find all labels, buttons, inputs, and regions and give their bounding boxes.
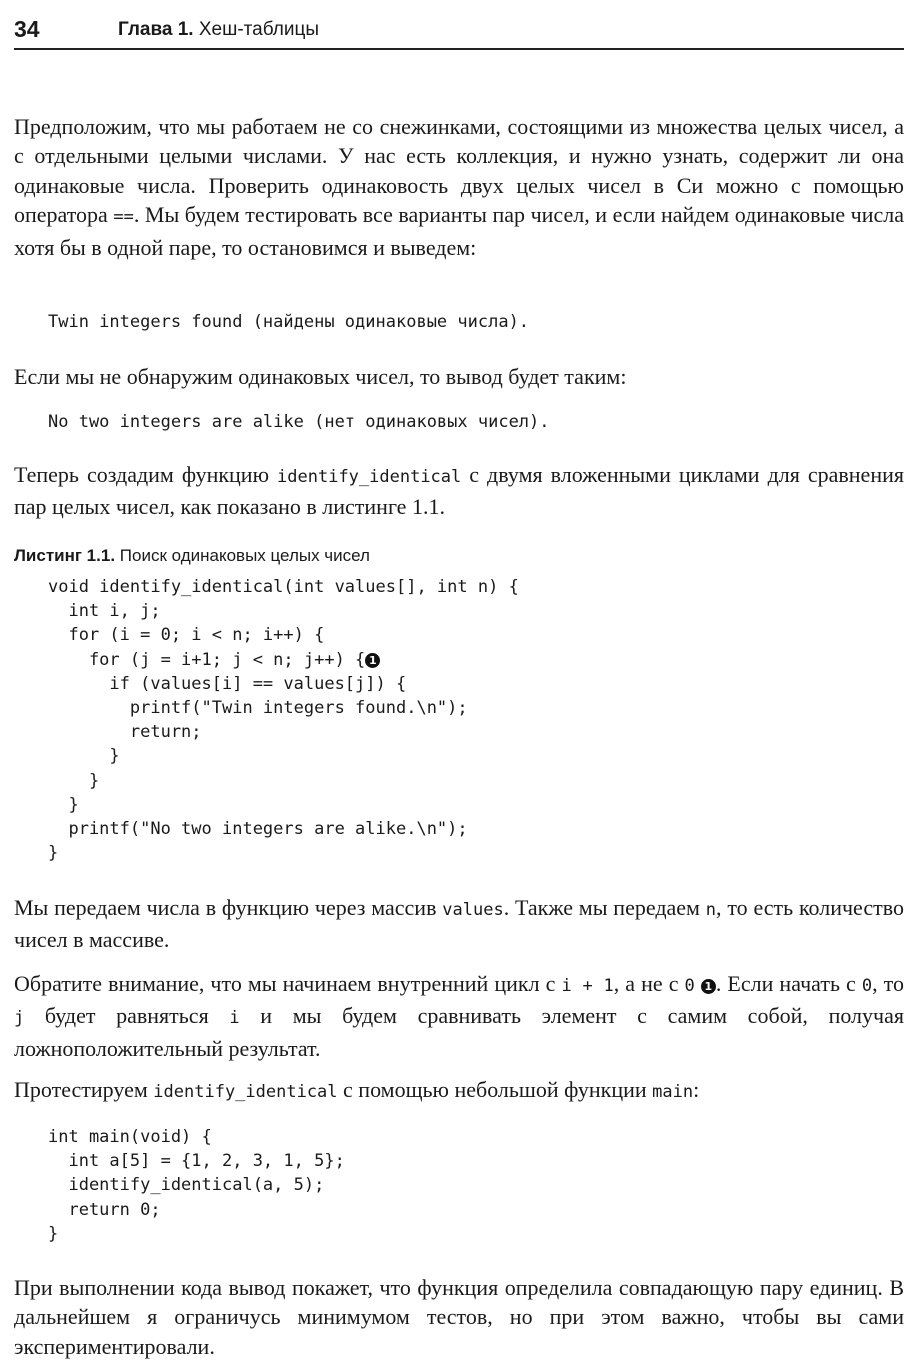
paragraph-inner-loop (14, 969, 904, 1063)
code-line: if (values[i] == values[j]) { (48, 673, 407, 694)
code-line: identify_identical(a, 5); (48, 1175, 325, 1196)
inline-code: i (229, 1008, 240, 1029)
code-line: printf("No two integers are alike.\n"); (48, 818, 468, 839)
page-header (14, 14, 904, 50)
text-span: . Также мы передаем (503, 895, 706, 920)
code-line-text: for (j = i+1; j < n; j++) { (48, 649, 366, 670)
code-line: int main(void) { (48, 1127, 212, 1147)
callout-marker: 1 (701, 979, 716, 994)
code-line: int a[5] = {1, 2, 3, 1, 5}; (48, 1151, 345, 1172)
chapter-label: Глава 1. (118, 19, 194, 40)
text-span: Протестируем (14, 1077, 154, 1102)
output-example-none: No two integers are alike (нет одинаковых чисел). (48, 412, 550, 432)
code-line-with-callout (48, 648, 519, 672)
code-line: return 0; (48, 1199, 161, 1220)
text-span: , то (872, 971, 904, 996)
chapter-title: Хеш-таблицы (198, 19, 320, 40)
code-line: } (48, 1223, 59, 1244)
paragraph-intro (14, 112, 904, 262)
code-line: return; (48, 722, 202, 743)
code-main (48, 1125, 345, 1246)
text-span: Мы передаем числа в функцию через массив (14, 895, 443, 920)
inline-code: j (14, 1008, 25, 1029)
inline-code: i + 1 (561, 976, 614, 996)
callout-marker: 1 (365, 653, 380, 668)
output-example-twin: Twin integers found (найдены одинаковые числа). (48, 312, 530, 332)
code-line: int i, j; (48, 601, 161, 622)
text-span: с помощью небольшой функции (337, 1077, 653, 1102)
text-span: : (693, 1077, 700, 1102)
page-number: 34 (14, 16, 40, 42)
code-line: printf("Twin integers found.\n"); (48, 697, 468, 718)
code-line: void identify_identical(int values[], int n) { (48, 577, 519, 597)
listing-title: Поиск одинаковых целых чисел (119, 546, 370, 565)
listing-caption (14, 544, 370, 568)
paragraph-conclusion: При выполнении кода вывод покажет, что функция определила совпадающую пару единиц. В дальнейшем я ограничусь минимумом тестов, но при этом важно, чтобы вы сами экспериментировали. (14, 1275, 904, 1359)
paragraph-create-function (14, 460, 904, 522)
text-span: и мы будем сравнивать элемент с самим собой, получая ложноположительный результат. (14, 1003, 904, 1061)
inline-code: identify_identical (153, 1082, 338, 1102)
code-line: } (48, 746, 120, 767)
inline-code-function: identify_identical (277, 467, 462, 487)
text-span: Теперь создадим функцию (14, 462, 278, 487)
code-line: } (48, 843, 59, 864)
intro-text-2: . Мы будем тестировать все варианты пар чисел, и если найдем одинаковые числа хотя бы в одной паре, то остановимся и выведем: (14, 202, 904, 260)
paragraph-test (14, 1075, 904, 1107)
code-listing (48, 575, 519, 865)
listing-label: Листинг 1.1. (14, 546, 116, 565)
chapter-heading (118, 16, 319, 44)
text-span: , то есть количество чисел в массиве. (14, 895, 904, 953)
inline-code-operator: == (113, 207, 134, 228)
inline-code: 0 (861, 976, 873, 996)
paragraph-no-twins: Если мы не обнаружим одинаковых чисел, то вывод будет таким: (14, 364, 627, 389)
code-line: for (i = 0; i < n; i++) { (48, 625, 325, 646)
inline-code: 0 (684, 976, 695, 996)
text-span: с двумя вложенными циклами для сравнения пар целых чисел, как показано в листинге 1.1. (14, 462, 904, 520)
inline-code: values (442, 900, 504, 920)
text-span: , а не с (613, 971, 685, 996)
code-line: } (48, 770, 100, 791)
inline-code: n (705, 900, 717, 920)
intro-text: Предположим, что мы работаем не со снежинками, состоящими из множества целых чисел, а с отдельными целыми числами. У нас есть коллекция, и нужно узнать, содержит ли она одинаковые числа. Проверить одинаковость двух целых чисел в Си можно с помощью оператора (14, 114, 904, 228)
text-span: . Если начать с (715, 971, 862, 996)
text-span: Обратите внимание, что мы начинаем внутренний цикл с (14, 971, 562, 996)
code-line: } (48, 794, 79, 815)
paragraph-values (14, 893, 904, 955)
inline-code: main (652, 1082, 694, 1102)
text-span: будет равняться (24, 1003, 230, 1029)
